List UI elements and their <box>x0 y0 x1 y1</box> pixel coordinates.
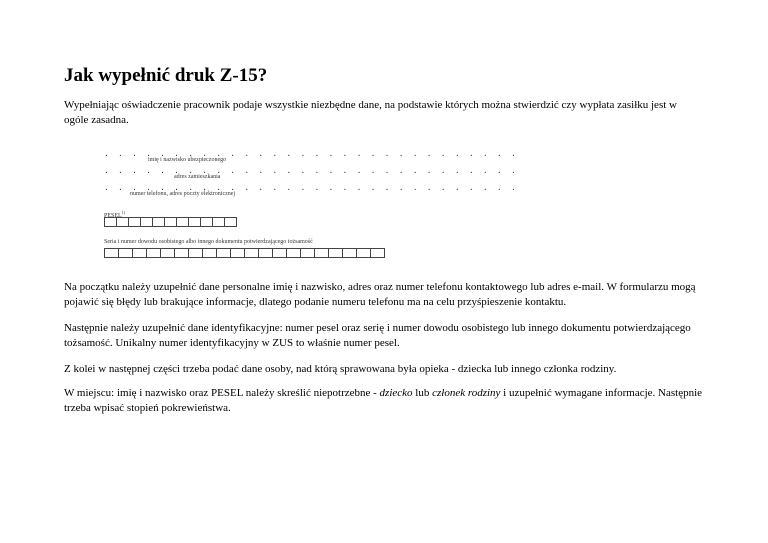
pesel-label-text: PESEL <box>104 213 122 219</box>
id-document-box-cell <box>231 248 245 258</box>
page-title: Jak wypełnić druk Z-15? <box>64 65 268 86</box>
id-document-box-cell <box>315 248 329 258</box>
id-document-box-cell <box>259 248 273 258</box>
id-document-box-cell <box>273 248 287 258</box>
id-document-box-cell <box>245 248 259 258</box>
id-document-box-cell <box>119 248 133 258</box>
address-dotted-line: . . . . . . . . . . . . . . . . . . . . . . . . . . . . . . <box>104 166 518 175</box>
paragraph-care-person: Z kolei w następnej części trzeba podać dane osoby, nad którą sprawowana była opieka - dziecka lub innego członka rodziny. <box>64 363 617 375</box>
paragraph-identification: Następnie należy uzupełnić dane identyfikacyjne: numer pesel oraz serię i numer dowodu osobistego lub innego dokumentu potwierdzającego tożsamość. Unikalny numer identyfikacyjny w ZUS to właśnie numer pesel. <box>64 322 691 349</box>
p4-text-b: lub <box>412 387 433 399</box>
name-dotted-line: . . . . . . . . . . . . . . . . . . . . . . . . . . . . . . <box>104 149 518 158</box>
pesel-box-cell <box>177 217 189 227</box>
pesel-box-cell <box>153 217 165 227</box>
p4-italic-child: dziecko <box>379 387 413 399</box>
pesel-box-cell <box>189 217 201 227</box>
id-document-box-cell <box>133 248 147 258</box>
pesel-box-cell <box>165 217 177 227</box>
pesel-box-cell <box>105 217 117 227</box>
p4-italic-family-member: członek rodziny <box>432 387 501 399</box>
pesel-footnote-mark: 1) <box>121 210 126 215</box>
id-document-box-cell <box>343 248 357 258</box>
pesel-box-cell <box>213 217 225 227</box>
id-document-box-cell <box>357 248 371 258</box>
id-document-box-cell <box>287 248 301 258</box>
id-document-box-cell <box>329 248 343 258</box>
caption-name: imię i nazwisko ubezpieczonego <box>148 157 227 163</box>
p4-text-a: W miejscu: imię i nazwisko oraz PESEL należy skreślić niepotrzebne - <box>64 387 380 399</box>
id-document-box-cell <box>147 248 161 258</box>
id-document-box-cell <box>105 248 119 258</box>
id-document-boxes <box>104 248 385 258</box>
paragraph-strike-out <box>64 386 704 416</box>
pesel-box-cell <box>129 217 141 227</box>
id-document-box-cell <box>175 248 189 258</box>
caption-contact: numer telefonu, adres poczty elektronicznej <box>130 191 236 197</box>
pesel-box-cell <box>117 217 129 227</box>
id-document-box-cell <box>189 248 203 258</box>
caption-address: adres zamieszkania <box>174 174 221 180</box>
id-document-box-cell <box>203 248 217 258</box>
pesel-boxes <box>104 217 237 227</box>
pesel-box-cell <box>141 217 153 227</box>
id-document-label: Seria i numer dowodu osobistego albo innego dokumentu potwierdzającego tożsamość <box>104 239 313 245</box>
intro-paragraph: Wypełniając oświadczenie pracownik podaje wszystkie niezbędne dane, na podstawie których można stwierdzić czy wypłata zasiłku jest w ogóle zasadna. <box>64 99 677 126</box>
paragraph-personal-data: Na początku należy uzupełnić dane personalne imię i nazwisko, adres oraz numer telefonu kontaktowego lub adres e-mail. W formularzu mogą pojawić się błędy lub brakujące informacje, dlatego podanie numeru telefonu ma na celu przyśpieszenie kontaktu. <box>64 281 696 308</box>
id-document-box-cell <box>217 248 231 258</box>
p4-text-c: i uzupełnić wymagane informacje. Następnie trzeba wpisać stopień pokrewieństwa. <box>64 387 703 414</box>
id-document-box-cell <box>161 248 175 258</box>
form-excerpt-image <box>104 150 584 266</box>
id-document-box-cell <box>371 248 385 258</box>
pesel-box-cell <box>201 217 213 227</box>
id-document-box-cell <box>301 248 315 258</box>
pesel-box-cell <box>225 217 237 227</box>
contact-dotted-line: . . . . . . . . . . . . . . . . . . . . . . . . . . . . . . <box>104 183 518 192</box>
